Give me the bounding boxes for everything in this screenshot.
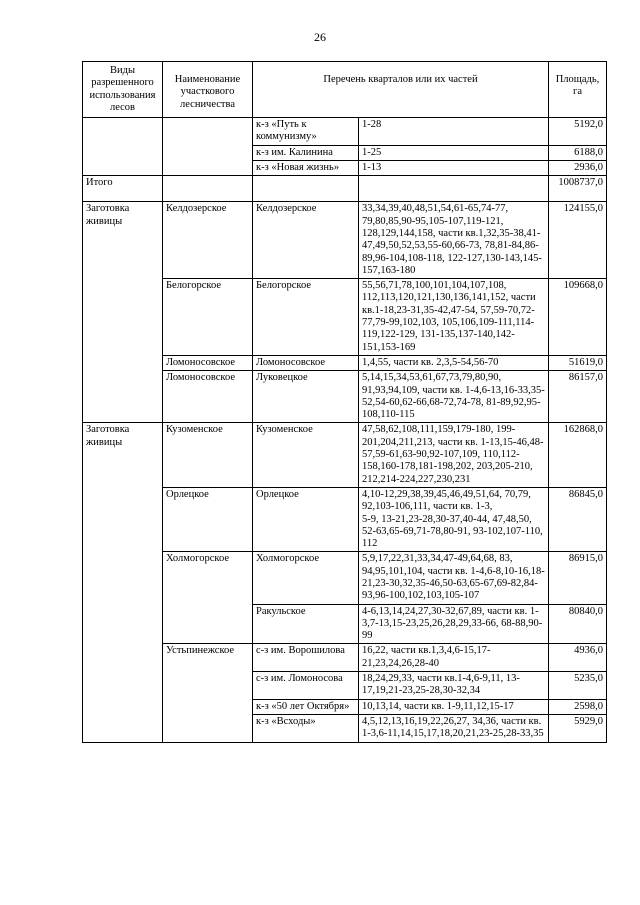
forestry-cell xyxy=(163,176,253,202)
subforestry-cell: к-з «Путь к коммунизму» xyxy=(253,118,359,146)
area-cell: 86915,0 xyxy=(549,552,607,604)
total-label: Итого xyxy=(83,176,163,202)
use-type-cell xyxy=(83,118,163,176)
area-cell: 2936,0 xyxy=(549,161,607,176)
area-cell: 162868,0 xyxy=(549,423,607,487)
forestry-cell: Кузоменское xyxy=(163,423,253,487)
quarters-cell: 4-6,13,14,24,27,30-32,67,89, части кв. 1-3,7-13,15-23,25,26,28,29,33-66, 68-88,90-99 xyxy=(359,604,549,644)
use-type-cell: Заготовка живицы xyxy=(83,202,163,423)
quarters-cell: 5,14,15,34,53,61,67,73,79,80,90, 91,93,94,109, части кв. 1-4,6-13,16-33,35-52,54-60,62-66,68-72,74-78, 81-89,92,95-108,110-115 xyxy=(359,371,549,423)
forestry-cell xyxy=(163,118,253,176)
subforestry-cell: с-з им. Ворошилова xyxy=(253,644,359,672)
forestry-cell: Ломоносовское xyxy=(163,355,253,370)
subforestry-cell xyxy=(253,176,359,202)
subforestry-cell: к-з «Новая жизнь» xyxy=(253,161,359,176)
area-cell: 4936,0 xyxy=(549,644,607,672)
forestry-cell: Холмогорское xyxy=(163,552,253,644)
quarters-cell: 1-28 xyxy=(359,118,549,146)
area-cell: 109668,0 xyxy=(549,279,607,356)
quarters-cell: 18,24,29,33, части кв.1-4,6-9,11, 13-17,19,21-23,25-28,30-32,34 xyxy=(359,672,549,700)
subforestry-cell: Холмогорское xyxy=(253,552,359,604)
forestry-cell: Келдозерское xyxy=(163,202,253,279)
subforestry-cell: к-з «50 лет Октября» xyxy=(253,699,359,714)
quarters-cell: 1-25 xyxy=(359,145,549,160)
table-header-row xyxy=(83,62,607,118)
subforestry-cell: к-з «Всходы» xyxy=(253,714,359,742)
area-cell: 2598,0 xyxy=(549,699,607,714)
use-type-cell: Заготовка живицы xyxy=(83,423,163,742)
area-cell: 51619,0 xyxy=(549,355,607,370)
header-area: Площадь, га xyxy=(549,62,607,118)
page-number: 26 xyxy=(314,30,326,44)
quarters-cell: 33,34,39,40,48,51,54,61-65,74-77, 79,80,85,90-95,105-107,119-121, 128,129,144,158, части кв.1,32,35-38,41-47,49,50,52,53,55-60,66-73, 78,81-84,86-89,96-104,108-118, 122-127,130-143,145-157,163-180 xyxy=(359,202,549,279)
subforestry-cell: к-з им. Калинина xyxy=(253,145,359,160)
subforestry-cell: Ломоносовское xyxy=(253,355,359,370)
area-cell: 5192,0 xyxy=(549,118,607,146)
table-row-total xyxy=(83,176,607,202)
subforestry-cell: Белогорское xyxy=(253,279,359,356)
forest-quarters-table xyxy=(82,61,607,743)
quarters-text-part: 5-9, 13-21,23-28,30-37,40-44, 47,48,50, 52-63,65-69,71-78,80-91, 93-102,107-110, 112 xyxy=(362,513,543,550)
forestry-cell: Устьпинежское xyxy=(163,644,253,742)
quarters-cell: 1,4,55, части кв. 2,3,5-54,56-70 xyxy=(359,355,549,370)
quarters-cell: 55,56,71,78,100,101,104,107,108, 112,113,120,121,130,136,141,152, части кв.1-18,23-31,35-42,47-54, 57,59-70,72-77,79-99,102,103, 105,106,109-111,114-119,122-129, 131-135,137-140,142-151,153-169 xyxy=(359,279,549,356)
subforestry-cell: с-з им. Ломоносова xyxy=(253,672,359,700)
subforestry-cell: Орлецкое xyxy=(253,487,359,551)
quarters-cell: 5,9,17,22,31,33,34,47-49,64,68, 83, 94,95,101,104, части кв. 1-4,6-8,10-16,18-21,23-30,32,35-46,50-63,65-67,69-82,84-93,96-100,102,103,105-107 xyxy=(359,552,549,604)
subforestry-cell: Кузоменское xyxy=(253,423,359,487)
area-cell: 5235,0 xyxy=(549,672,607,700)
quarters-cell xyxy=(359,176,549,202)
header-quarters-list: Перечень кварталов или их частей xyxy=(253,62,549,118)
area-cell: 6188,0 xyxy=(549,145,607,160)
forestry-cell: Белогорское xyxy=(163,279,253,356)
area-cell: 80840,0 xyxy=(549,604,607,644)
quarters-text-part: 4,10-12,29,38,39,45,46,49,51,64, 70,79, 92,103-106,111, части кв. 1-3, xyxy=(362,488,531,513)
table-row xyxy=(83,118,607,146)
quarters-cell: 16,22, части кв.1,3,4,6-15,17-21,23,24,26,28-40 xyxy=(359,644,549,672)
total-area: 1008737,0 xyxy=(549,176,607,202)
quarters-cell: 47,58,62,108,111,159,179-180, 199-201,204,211,213, части кв. 1-13,15-46,48-57,59-61,63-90,92-107,109, 110,112-158,160-178,181-198,202, 203,205-210, 212,214-224,227,230,231 xyxy=(359,423,549,487)
header-forestry: Наименование участкового лесничества xyxy=(163,62,253,118)
quarters-cell xyxy=(359,487,549,551)
header-use-type: Виды разрешенного использования лесов xyxy=(83,62,163,118)
area-cell: 86157,0 xyxy=(549,371,607,423)
area-cell: 5929,0 xyxy=(549,714,607,742)
subforestry-cell: Келдозерское xyxy=(253,202,359,279)
area-cell: 86845,0 xyxy=(549,487,607,551)
quarters-cell: 1-13 xyxy=(359,161,549,176)
table-row xyxy=(83,423,607,487)
subforestry-cell: Ракульское xyxy=(253,604,359,644)
subforestry-cell: Луковецкое xyxy=(253,371,359,423)
table-row xyxy=(83,202,607,279)
quarters-cell: 10,13,14, части кв. 1-9,11,12,15-17 xyxy=(359,699,549,714)
area-cell: 124155,0 xyxy=(549,202,607,279)
forestry-cell: Ломоносовское xyxy=(163,371,253,423)
forestry-cell: Орлецкое xyxy=(163,487,253,551)
quarters-cell: 4,5,12,13,16,19,22,26,27, 34,36, части кв. 1-3,6-11,14,15,17,18,20,21,23-25,28-33,35 xyxy=(359,714,549,742)
